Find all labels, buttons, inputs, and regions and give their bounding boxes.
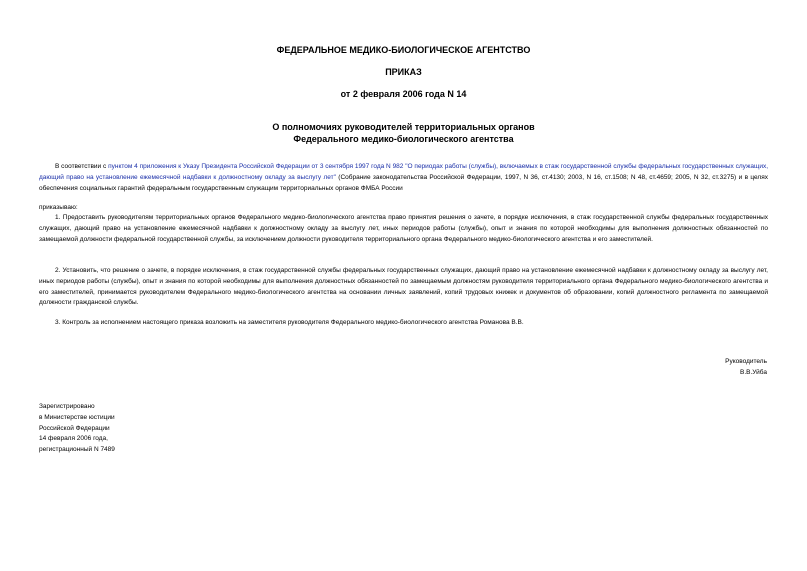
preamble-suffix: (Собрание законодательства Российской Федерации, 1997, N 36, ст.4130; 2003, N 16, ст.1508; N 48, ст.4659; 2005, N 32, ст.3275) и в целях обеспечения социальных гарантий федеральным государственным служащим территориальных органов ФМБА России bbox=[39, 173, 768, 192]
registration-line-2: в Министерстве юстиции bbox=[39, 413, 115, 421]
order-item-3: 3. Контроль за исполнением настоящего приказа возложить на заместителя руководителя Федерального медико-биологического агентства Романова В.В. bbox=[55, 319, 524, 326]
signature-block bbox=[725, 357, 767, 379]
registration-line-5: регистрационный N 7489 bbox=[39, 446, 115, 454]
order-item-1: 1. Предоставить руководителям территориальных органов Федерального медико-биологического агентства право принятия решения о зачете, в порядке исключения, в стаж государственной службы федеральных государственных служащих, дающий право на установление ежемесячной надбавки к должностному окладу за выслугу лет, иных периодов работы (службы), опыт и знания по которой необходимы для выполнения должностных обязанностей по замещаемой должности федеральной государственной службы, за исключением должности руководителя территориального органа Федерального медико-биологического агентства и его заместителей. bbox=[39, 214, 768, 243]
document-type: ПРИКАЗ bbox=[385, 67, 422, 77]
title-line-1: О полномочиях руководителей территориальных органов bbox=[272, 122, 535, 132]
order-item-2: 2. Установить, что решение о зачете, в порядке исключения, в стаж государственной службы федеральных государственных служащих, дающий право на установление ежемесячной надбавки к должностному окладу за выслугу лет, иных периодов работы (службы), опыт и знания по которой необходимы для выполнения должностных обязанностей по замещаемым должностям руководителя территориального органа Федерального медико-биологического агентства и его заместителей, принимается руководителем Федерального медико-биологического агентства на основании личных заявлений, копий трудовых книжек и документов об образовании, копий должностного регламента по замещаемой должности гражданской службы. bbox=[39, 267, 768, 307]
decree-link[interactable]: пунктом 4 приложения к Указу Президента Российской Федерации от 3 сентября 1997 года N 982 "О периодах работы (службы), включаемых в стаж государственной службы федеральных государственных служащих, дающий право на установление ежемесячной надбавки к должностному окладу за выслугу лет" bbox=[39, 163, 768, 181]
preamble-paragraph bbox=[39, 162, 768, 194]
signature-role: Руководитель bbox=[725, 358, 767, 365]
registration-line-4: 14 февраля 2006 года, bbox=[39, 435, 108, 443]
title-line-2: Федерального медико-биологического агентства bbox=[293, 134, 514, 144]
preamble-prefix: В соответствии с bbox=[55, 163, 109, 170]
document-title bbox=[0, 121, 807, 145]
registration-line-3: Российской Федерации bbox=[39, 424, 110, 432]
registration-line-1: Зарегистрировано bbox=[39, 403, 95, 410]
signature-name: В.В.Уйба bbox=[739, 368, 767, 376]
order-intro: приказываю: bbox=[39, 204, 78, 211]
agency-name: ФЕДЕРАЛЬНОЕ МЕДИКО-БИОЛОГИЧЕСКОЕ АГЕНТСТВО bbox=[276, 45, 531, 55]
date-number: от 2 февраля 2006 года N 14 bbox=[340, 89, 467, 99]
registration-block bbox=[39, 402, 115, 456]
